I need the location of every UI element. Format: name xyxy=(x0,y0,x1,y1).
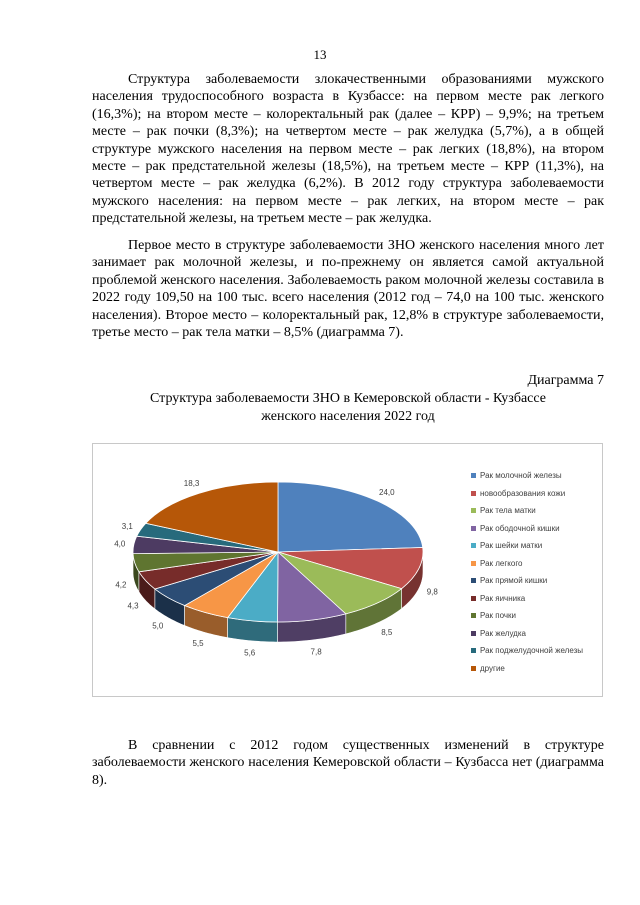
legend-label: Рак тела матки xyxy=(480,506,536,516)
chart-title-line1: Структура заболеваемости ЗНО в Кемеровской области - Кузбассе xyxy=(150,391,546,406)
legend-swatch xyxy=(471,648,476,653)
legend-label: Рак прямой кишки xyxy=(480,576,548,586)
legend-label: Рак почки xyxy=(480,611,516,621)
legend-item xyxy=(471,660,583,678)
chart-legend xyxy=(471,467,583,677)
legend-swatch xyxy=(471,543,476,548)
paragraph-male-structure: Структура заболеваемости злокачественными образованиями мужского населения трудоспособного возраста в Кузбассе: на первом месте рак легкого (16,3%); на втором месте – колоректальный рак (далее – КРР) – 9,9%; на третьем месте – рак почки (8,3%); на четвертом месте – рак желудка (5,7%), а в общей структуре мужского населения на первом месте – рак легких (18,8%), на втором месте – рак предстательной железы (18,5%), на третьем месте – КРР (11,3%), на четвертом месте – рак желудка (6,2%). В 2012 году структура заболеваемости мужского населения: на первом месте – рак легких, на втором месте – рак предстательной железы, на третьем месте – рак желудка. xyxy=(92,72,604,227)
legend-item xyxy=(471,625,583,643)
legend-swatch xyxy=(471,666,476,671)
legend-label: Рак яичника xyxy=(480,593,526,603)
chart-title-line2: женского населения 2022 год xyxy=(261,409,435,424)
legend-item xyxy=(471,502,583,520)
legend-item xyxy=(471,607,583,625)
legend-item xyxy=(471,642,583,660)
legend-label: другие xyxy=(480,663,505,673)
pie-value-label: 5,6 xyxy=(244,648,256,658)
legend-label: Рак поджелудочной железы xyxy=(480,646,584,656)
pie-value-label: 3,1 xyxy=(121,521,133,531)
legend-item xyxy=(471,537,583,555)
pie-value-label: 9,8 xyxy=(426,587,438,597)
legend-label: Рак ободочной кишки xyxy=(480,523,560,533)
legend-swatch xyxy=(471,561,476,566)
pie-value-label: 4,3 xyxy=(127,601,139,611)
chart-frame xyxy=(92,443,603,697)
paragraph-comparison: В сравнении с 2012 годом существенных изменений в структуре заболеваемости женского населения Кемеровской области – Кузбасса нет (диаграмма 8). xyxy=(92,738,604,788)
legend-item xyxy=(471,555,583,573)
legend-item xyxy=(471,467,583,485)
pie-value-label: 4,0 xyxy=(114,539,126,549)
pie-value-label: 24,0 xyxy=(379,488,395,498)
chart-title xyxy=(92,390,604,426)
legend-label: новообразования кожи xyxy=(480,488,566,498)
pie-value-label: 8,5 xyxy=(381,627,393,637)
legend-item xyxy=(471,590,583,608)
legend-swatch xyxy=(471,526,476,531)
legend-item xyxy=(471,520,583,538)
legend-swatch xyxy=(471,613,476,618)
legend-swatch xyxy=(471,596,476,601)
legend-swatch xyxy=(471,491,476,496)
legend-item xyxy=(471,485,583,503)
legend-label: Рак молочной железы xyxy=(480,471,562,481)
legend-swatch xyxy=(471,578,476,583)
legend-label: Рак желудка xyxy=(480,628,526,638)
pie-value-label: 5,5 xyxy=(192,638,204,648)
legend-swatch xyxy=(471,508,476,513)
diagram-label: Диаграмма 7 xyxy=(527,373,604,388)
pie-slice xyxy=(278,482,423,552)
legend-swatch xyxy=(471,631,476,636)
pie-value-label: 5,0 xyxy=(152,621,164,631)
pie-value-label: 4,2 xyxy=(115,580,127,590)
legend-label: Рак шейки матки xyxy=(480,541,543,551)
paragraph-female-structure: Первое место в структуре заболеваемости ЗНО женского населения много лет занимает рак молочной железы, и по-прежнему он является самой актуальной проблемой женского населения. Заболеваемость раком молочной железы составила в 2022 году 109,50 на 100 тыс. всего населения (2012 год – 74,0 на 100 тыс. женского населения). Второе место – колоректальный рак, 12,8% в структуре заболеваемости, третье место – рак тела матки – 8,5% (диаграмма 7). xyxy=(92,238,604,341)
page-number: 13 xyxy=(313,47,327,62)
pie-value-label: 7,8 xyxy=(310,647,322,657)
pie-value-label: 18,3 xyxy=(183,479,200,489)
legend-swatch xyxy=(471,473,476,478)
legend-item xyxy=(471,572,583,590)
legend-label: Рак легкого xyxy=(480,558,523,568)
